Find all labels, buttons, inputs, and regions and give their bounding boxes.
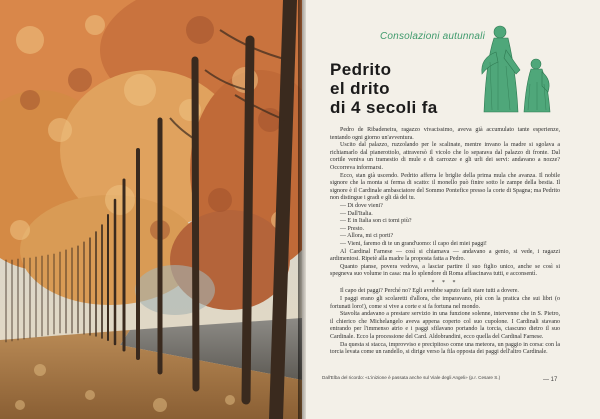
section-title: Consolazioni autunnali	[380, 31, 486, 42]
dialogue-line: — Vieni, faremo di te un grand'uomo: il capo dei miei paggi!	[340, 240, 487, 247]
section-separator: * * *	[431, 279, 459, 286]
page-number: — 17	[543, 377, 558, 383]
body-paragraph: Ecco, stan già uscendo. Pedrito afferra le briglie della prima mula che avanza. Il nobile signore che la monta si ferma di scatto: il monello può finire sotto le zampe della bestia. Il signore è il Cardinale ambasciatore del Sommo Pontefice presso la corte di Spagna; ma Pedrito non distingue i gradi e gli dà del tu.	[330, 172, 560, 202]
dialogue-line: — E in Italia son ci torni più?	[340, 218, 412, 225]
headline-line-2: el drito	[330, 79, 390, 98]
headline-line-1: Pedrito	[330, 60, 392, 79]
saints-illustration	[476, 22, 560, 116]
headline-line-3: di 4 secoli fa	[330, 98, 438, 117]
body-paragraph: Pedro de Ribadeneira, ragazzo vivacissimo, aveva già accumulato tante esperienze, tentando ogni giorno un'avventura.	[330, 127, 560, 141]
article-body	[330, 127, 560, 357]
book-gutter	[298, 0, 306, 419]
dialogue-line: — Dall'Italia.	[340, 210, 373, 217]
body-paragraph: Da questa si stacca, improvviso e precipitoso come una meteora, un paggio in corsa: con la torcia levata come un randello, si dirige verso la fila opposta dei paggi dell'altro Cardinale.	[330, 341, 560, 356]
body-paragraph: I paggi erano gli scolaretti d'allora, che imparavano, più con la pratica che sui libri (o fortunati loro!), come si vive a corte e si fa fortuna nel mondo.	[330, 296, 560, 310]
dialogue-line: — Allora, mi ci porti?	[340, 233, 394, 240]
article-headline	[330, 60, 480, 117]
body-paragraph: Il capo dei paggi? Perché no? Egli avrebbe saputo farli stare tutti a dovere.	[340, 288, 519, 295]
body-paragraph: Al Cardinal Farnese — così si chiamava — andavano a genio, si vede, i ragazzi ardimentosi. Ripetè alla madre la proposta fatta a Pedro.	[330, 248, 560, 263]
body-paragraph: Uscito dal palazzo, ruzzolando per le scalinate, mentre invano la madre si sgolava a richiamarlo dal pianerottolo, attraversò il vicolo che lo separava dal palazzo di fronte. Dal cortile veniva un tramestio di mule e di carrozze e gli urli dei servi: andavano a nozze? Occorreva informarsi.	[330, 142, 560, 171]
saints-figure-icon	[476, 22, 560, 116]
body-paragraph: Quanto pianse, povera vedova, a lasciar partire il suo figlio unico, anche se così si spegneva suo volume in casa: ma lo splendore di Roma affascinava tutti, e acconsentì.	[330, 263, 560, 278]
footnote: Dall'Elba del ricordo: «L'inizione è passata anche sul Viale degli Angeli» (p.r. Cesare S.)	[322, 375, 501, 380]
dialogue-line: — Presto.	[340, 225, 364, 232]
dialogue-line: — Di dove vieni?	[340, 202, 383, 209]
body-paragraph: Stavolta andavano a prestare servizio in una funzione solenne, intervenne che in S. Pietro, il chierico che Michelangelo aveva appena coperto col suo cupolone. I Cardinali stavano entrando per l'immenso atrio e i paggi sfilavano portando la torcia, ciascuno dietro il suo Cardinale. Ecco la processione del Card. Aldobrandini, ecco quella del Cardinal Farnese.	[330, 311, 560, 341]
